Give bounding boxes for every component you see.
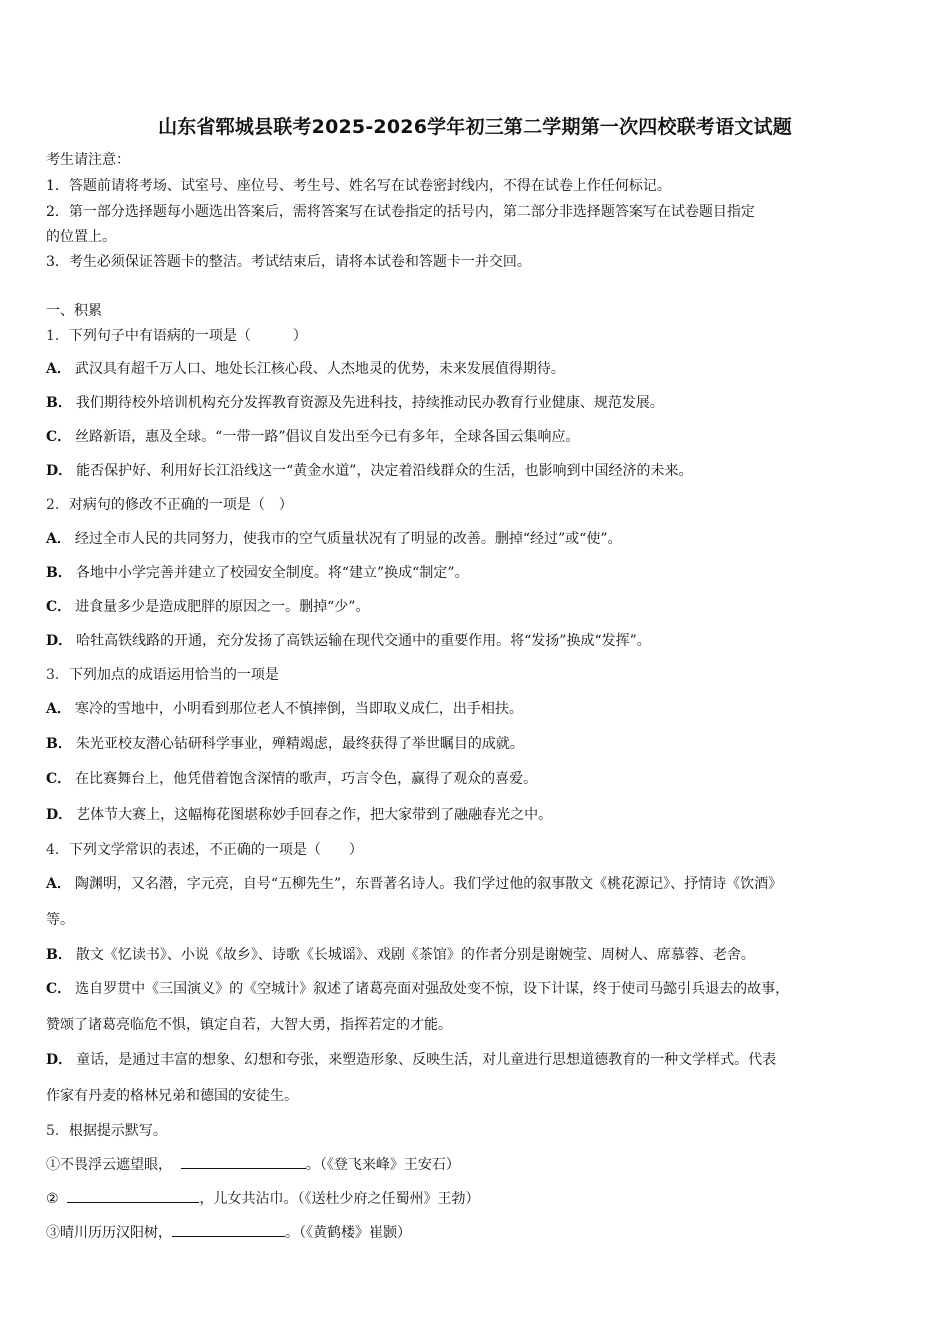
question-stem: 下列文学常识的表述，不正确的一项是（ ） [68, 842, 363, 858]
page-title: 山东省郓城县联考2025-2026学年初三第二学期第一次四校联考语文试题 [158, 116, 792, 138]
option-b: B． 各地中小学完善并建立了校园安全制度。将“建立”换成“制定”。 [46, 565, 469, 581]
notice-item: 的位置上。 [46, 229, 116, 245]
option-a: A． 武汉具有超千万人口、地处长江核心段、人杰地灵的优势，未来发展值得期待。 [46, 361, 565, 377]
question-1 [46, 326, 906, 346]
option-c: C． 在比赛舞台上，他凭借着饱含深情的歌声，巧言令色，赢得了观众的喜爱。 [46, 771, 538, 787]
option-d: D． 能否保护好、利用好长江沿线这一“黄金水道”，决定着沿线群众的生活，也影响到中国经济的未来。 [46, 463, 693, 479]
option-c: C． 丝路新语，惠及全球。“一带一路”倡议自发出至今已有多年，全球各国云集响应。 [46, 429, 580, 445]
question-stem: 对病句的修改不正确的一项是（ ） [68, 497, 293, 513]
option-c: C． 进食量多少是造成肥胖的原因之一。删掉“少”。 [46, 599, 370, 615]
option-d-continued: 作家有丹麦的格林兄弟和德国的安徒生。 [46, 1088, 298, 1104]
answer-blank[interactable] [172, 1222, 285, 1237]
question-stem: 下列加点的成语运用恰当的一项是 [68, 667, 279, 683]
answer-blank[interactable] [67, 1188, 199, 1203]
question-number: 2． [46, 497, 69, 513]
section-heading: 一、积累 [46, 303, 102, 319]
question-2 [46, 495, 906, 515]
question-stem: 下列句子中有语病的一项是（ ） [68, 328, 307, 344]
option-c-continued: 赞颂了诸葛亮临危不惧，镇定自若，大智大勇，指挥若定的才能。 [46, 1017, 452, 1033]
dictation-item-1: ①不畏浮云遮望眼， 。（《登飞来峰》王安石） [46, 1154, 906, 1175]
option-b: B． 朱光亚校友潜心钻研科学事业，殚精竭虑，最终获得了举世瞩目的成就。 [46, 736, 524, 752]
question-stem: 根据提示默写。 [68, 1123, 167, 1139]
notice-item: 3．考生必须保证答题卡的整洁。考试结束后，请将本试卷和答题卡一并交回。 [46, 254, 531, 270]
dictation-item-2: ② ，儿女共沾巾。（《送杜少府之任蜀州》王勃） [46, 1188, 906, 1209]
option-a: A． 陶渊明，又名潜，字元亮，自号“五柳先生”，东晋著名诗人。我们学过他的叙事散文《桃花源记》、抒情诗《饮酒》 [46, 876, 783, 892]
answer-blank[interactable] [181, 1154, 306, 1169]
option-a-continued: 等。 [46, 912, 74, 928]
question-number: 5． [46, 1123, 69, 1139]
question-number: 3． [46, 667, 69, 683]
option-c: C． 选自罗贯中《三国演义》的《空城计》叙述了诸葛亮面对强敌处变不惊，设下计谋，终于使司马懿引兵退去的故事， [46, 981, 790, 997]
option-d: D． 艺体节大赛上，这幅梅花图堪称妙手回春之作，把大家带到了融融春光之中。 [46, 807, 553, 823]
question-5 [46, 1121, 906, 1141]
notice-heading: 考生请注意： [46, 152, 130, 168]
option-d: D． 童话，是通过丰富的想象、幻想和夸张，来塑造形象、反映生活，对儿童进行思想道德教育的一种文学样式。代表 [46, 1052, 777, 1068]
option-b: B． 我们期待校外培训机构充分发挥教育资源及先进科技，持续推动民办教育行业健康、规范发展。 [46, 395, 664, 411]
option-b: B． 散文《忆读书》、小说《故乡》、诗歌《长城谣》、戏剧《茶馆》的作者分别是谢婉莹、周树人、席慕蓉、老舍。 [46, 947, 755, 963]
notice-item: 2．第一部分选择题每小题选出答案后，需将答案写在试卷指定的括号内，第二部分非选择题答案写在试卷题目指定 [46, 204, 755, 220]
question-3 [46, 665, 906, 685]
question-4 [46, 840, 906, 860]
question-number: 1． [46, 328, 69, 344]
option-a: A． 寒冷的雪地中，小明看到那位老人不慎摔倒，当即取义成仁，出手相扶。 [46, 701, 523, 717]
option-a: A． 经过全市人民的共同努力，使我市的空气质量状况有了明显的改善。删掉“经过”或“使”。 [46, 531, 622, 547]
option-d: D． 哈牡高铁线路的开通，充分发扬了高铁运输在现代交通中的重要作用。将“发扬”换成“发挥”。 [46, 633, 651, 649]
question-number: 4． [46, 842, 69, 858]
dictation-item-3: ③晴川历历汉阳树， 。（《黄鹤楼》崔颢） [46, 1222, 906, 1243]
notice-item: 1．答题前请将考场、试室号、座位号、考生号、姓名写在试卷密封线内，不得在试卷上作任何标记。 [46, 178, 671, 194]
